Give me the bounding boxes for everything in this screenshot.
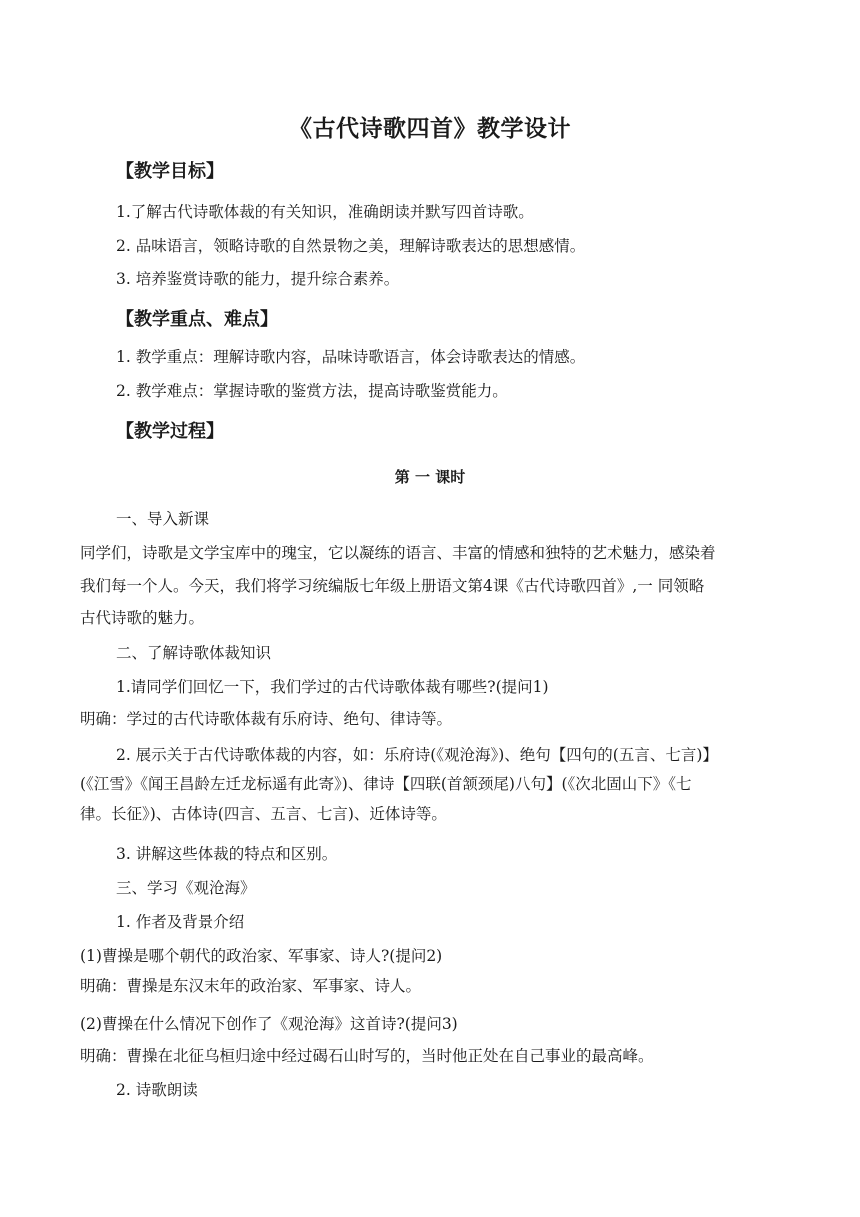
paragraph-line: 3. 讲解这些体裁的特点和区别。 xyxy=(116,845,338,863)
section-genre-heading: 二、了解诗歌体裁知识 xyxy=(116,644,272,662)
objective-item-1: 1.了解古代诗歌体裁的有关知识，准确朗读并默写四首诗歌。 xyxy=(116,203,534,221)
question-line: 1.请同学们回忆一下，我们学过的古代诗歌体裁有哪些?(提问1) xyxy=(116,678,549,696)
paragraph-line: (《江雪》《闻王昌龄左迁龙标遥有此寄》)、律诗【四联(首颔颈尾)八句】(《次北固山下》《七 xyxy=(80,775,692,793)
answer-line: 明确：曹操是东汉末年的政治家、军事家、诗人。 xyxy=(80,977,422,995)
subsection-heading: 2. 诗歌朗读 xyxy=(116,1081,198,1099)
paragraph-line: 2. 展示关于古代诗歌体裁的内容，如：乐府诗(《观沧海》)、绝句【四句的(五言、七言)】 xyxy=(116,746,718,764)
subsection-heading: 1. 作者及背景介绍 xyxy=(116,913,245,931)
heading-keypoints: 【教学重点、难点】 xyxy=(116,309,278,330)
question-line: (1)曹操是哪个朝代的政治家、军事家、诗人?(提问2) xyxy=(80,947,443,965)
objective-item-3: 3. 培养鉴赏诗歌的能力，提升综合素养。 xyxy=(116,270,400,288)
paragraph-line: 律。长征》)、古体诗(四言、五言、七言)、近体诗等。 xyxy=(80,805,447,823)
paragraph-line: 同学们，诗歌是文学宝库中的瑰宝，它以凝练的语言、丰富的情感和独特的艺术魅力，感染着 xyxy=(80,544,716,562)
section-intro-heading: 一、导入新课 xyxy=(116,510,210,528)
question-line: (2)曹操在什么情况下创作了《观沧海》这首诗?(提问3) xyxy=(80,1015,458,1033)
heading-process: 【教学过程】 xyxy=(116,421,224,442)
answer-line: 明确：学过的古代诗歌体裁有乐府诗、绝句、律诗等。 xyxy=(80,710,453,728)
keypoint-item-1: 1. 教学重点：理解诗歌内容，品味诗歌语言，体会诗歌表达的情感。 xyxy=(116,348,586,366)
lesson-label: 第 一 课时 xyxy=(394,468,466,486)
heading-objectives: 【教学目标】 xyxy=(116,161,224,182)
section-poem-heading: 三、学习《观沧海》 xyxy=(116,879,256,897)
keypoint-item-2: 2. 教学难点：掌握诗歌的鉴赏方法，提高诗歌鉴赏能力。 xyxy=(116,382,508,400)
objective-item-2: 2. 品味语言，领略诗歌的自然景物之美，理解诗歌表达的思想感情。 xyxy=(116,237,586,255)
paragraph-line: 古代诗歌的魅力。 xyxy=(80,609,205,627)
answer-line: 明确：曹操在北征乌桓归途中经过碣石山时写的，当时他正处在自己事业的最高峰。 xyxy=(80,1047,654,1065)
paragraph-line: 我们每一个人。今天，我们将学习统编版七年级上册语文第4课《古代诗歌四首》,一 同领略 xyxy=(80,577,705,595)
document-title: 《古代诗歌四首》教学设计 xyxy=(289,116,571,142)
